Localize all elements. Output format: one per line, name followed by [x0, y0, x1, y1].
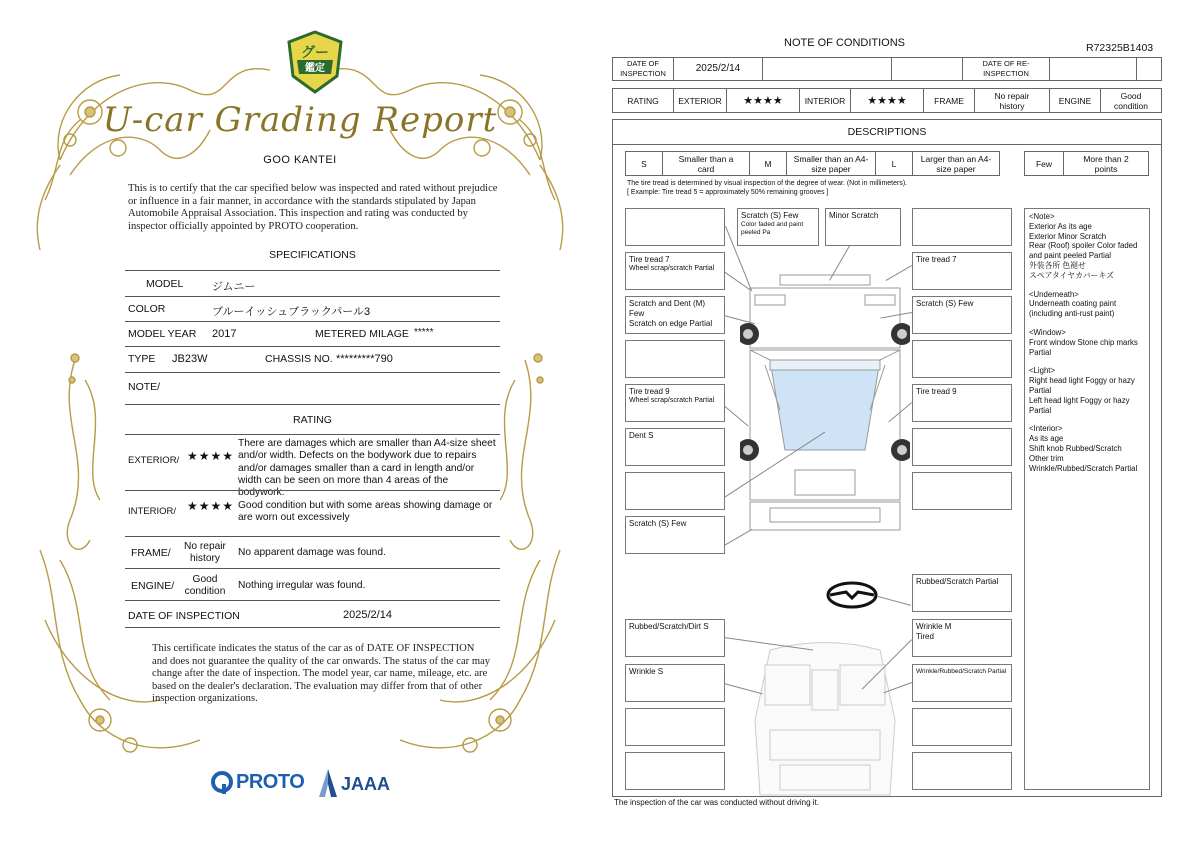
note-box-right-front-door — [912, 296, 1012, 334]
divider — [125, 296, 500, 297]
tread-note-1: The tire tread is determined by visual inspection of the degree of wear. (Not in millimeters). — [627, 180, 908, 187]
exterior-label: EXTERIOR/ — [128, 455, 180, 466]
report-title: U-car Grading Report — [102, 100, 498, 140]
note-subtext: Wheel scrap/scratch Partial — [629, 265, 715, 272]
note-box-front-center — [825, 208, 901, 246]
proto-logo-text: PROTO — [236, 771, 305, 793]
exterior-label: EXTERIOR — [673, 88, 727, 113]
interior-label: INTERIOR — [799, 88, 851, 113]
note-box-door-trim — [912, 664, 1012, 702]
divider — [125, 270, 500, 271]
note-text: Wrinkle M — [916, 622, 952, 631]
interior-stars: ★★★★ — [850, 88, 924, 113]
legend-l-description: Larger than an A4-size paper — [912, 151, 1000, 176]
divider — [125, 372, 500, 373]
note-box-empty — [625, 340, 725, 378]
note-box-empty — [912, 340, 1012, 378]
side-note-line: <Underneath> — [1029, 289, 1079, 299]
side-note-line: <Light> — [1029, 366, 1056, 376]
model-label: MODEL — [146, 278, 184, 290]
side-note-line: <Interior> — [1029, 424, 1063, 434]
note-text: Scratch and Dent (M) Few — [629, 299, 706, 318]
certification-text: This is to certify that the car specified below was inspected and rated without prejudice or influence in a fair manner, in accordance with the standards stipulated by Japan Automobile Appraisal Association. This inspection and rating was conducted by inspector officially appointed by PROTO cooperation. — [128, 183, 498, 232]
note-box-empty — [625, 472, 725, 510]
side-note-line: Underneath coating paint (including anti-rust paint) — [1029, 299, 1117, 319]
empty-cell — [1136, 57, 1162, 81]
chassis-no-label: CHASSIS NO. — [265, 353, 333, 365]
empty-cell — [891, 57, 963, 81]
note-box-empty — [625, 752, 725, 790]
note-box-empty — [912, 208, 1012, 246]
side-note-line: Front window Stone chip marks Partial — [1029, 337, 1138, 357]
legend-few-description: More than 2 points — [1063, 151, 1149, 176]
note-of-conditions-sheet — [600, 0, 1200, 848]
note-text: Scratch (S) Few — [916, 299, 974, 308]
jaaa-logo-text: JAAA — [341, 774, 391, 794]
divider — [125, 568, 500, 569]
note-box-front-left — [737, 208, 819, 246]
side-note-line: Wrinkle/Rubbed/Scratch Partial — [1029, 463, 1138, 473]
date-of-inspection-value: 2025/2/14 — [673, 57, 763, 81]
rating-heading: RATING — [293, 414, 332, 426]
metered-milage-value: ***** — [414, 327, 434, 338]
empty-cell — [762, 57, 892, 81]
divider — [125, 346, 500, 347]
note-box-empty — [625, 708, 725, 746]
color-value: ブルーイッシュブラックパール3 — [212, 306, 371, 318]
type-value: JB23W — [172, 353, 208, 365]
certificate-footnote: This certificate indicates the status of the car as of DATE OF INSPECTION and does not guarantee the quality of the car onwards. The status of the car may change after the date of inspection. The model year, car name, mileage, etc. are based on the dealer's declaration. The evaluation may differ from that of other inspection organizations. — [152, 643, 491, 705]
side-notes-panel — [1024, 208, 1150, 790]
model-year-value: 2017 — [212, 328, 237, 340]
chassis-no-value: *********790 — [336, 353, 393, 365]
note-text: Minor Scratch — [829, 211, 879, 220]
date-of-inspection-label: DATE OF INSPECTION — [128, 610, 240, 622]
side-note-line: Exterior Minor Scratch — [1029, 231, 1107, 241]
side-note-line: As its age — [1029, 434, 1064, 444]
report-subtitle: GOO KANTEI — [263, 154, 337, 166]
note-box-rear-right-tire — [912, 384, 1012, 422]
rating-label: RATING — [612, 88, 674, 113]
note-text: Tire tread 9 — [916, 387, 957, 396]
note-box-rear-left-tire — [625, 384, 725, 422]
side-note-line — [1029, 281, 1145, 290]
divider — [125, 627, 500, 628]
note-subtext: Color faded and paint peeled Pa — [741, 221, 804, 236]
side-note-line: <Note> — [1029, 212, 1055, 221]
note-text: Tire tread 9 — [629, 387, 670, 396]
divider — [125, 536, 500, 537]
note-text: Scratch (S) Few — [741, 211, 799, 220]
frame-label: FRAME — [923, 88, 975, 113]
note-box-front-left-tire — [625, 252, 725, 290]
note-text: Wrinkle S — [629, 667, 664, 676]
side-note-line: <Window> — [1029, 327, 1066, 337]
side-note-line — [1029, 319, 1145, 328]
legend-s: S — [625, 151, 663, 176]
note-box-left-front-door — [625, 296, 725, 334]
note-box-driver-seat — [912, 619, 1012, 657]
date-of-inspection-label: DATE OF INSPECTION — [612, 57, 674, 81]
note-text: Scratch (S) Few — [629, 519, 687, 528]
exterior-description: There are damages which are smaller than A4-size sheet and/or width. Defects on the bodywork due to repairs and/or damages smaller than a card in length and/or width can be seen on more than 4 areas of the bodywork. — [238, 438, 496, 499]
engine-description: Nothing irregular was found. — [238, 580, 366, 591]
frame-description: No apparent damage was found. — [238, 547, 386, 558]
note-box-rear — [625, 516, 725, 554]
note-of-conditions-heading: NOTE OF CONDITIONS — [784, 37, 905, 49]
note-text: Tire tread 7 — [916, 255, 957, 264]
note-text: Rubbed/Scratch/Dirt S — [629, 622, 709, 631]
engine-value: Good condition — [1100, 88, 1162, 113]
descriptions-heading: DESCRIPTIONS — [612, 119, 1162, 145]
date-of-re-inspection-label: DATE OF RE-INSPECTION — [962, 57, 1050, 81]
divider — [125, 321, 500, 322]
note-box-left-rear — [625, 428, 725, 466]
side-note-line: Exterior As its age — [1029, 221, 1092, 231]
goo-kantei-badge-icon — [287, 30, 343, 94]
side-note-line — [1029, 357, 1145, 366]
frame-value: No repair history — [974, 88, 1050, 113]
note-box-front-right-tire — [912, 252, 1012, 290]
jaaa-logo-icon — [318, 768, 338, 798]
side-note-line: Shift knob Rubbed/Scratch — [1029, 443, 1122, 453]
side-note-line: スペアタイヤカバーキズ — [1029, 270, 1114, 280]
legend-few: Few — [1024, 151, 1064, 176]
side-note-line: Other trim — [1029, 453, 1064, 463]
note-text: Rubbed/Scratch Partial — [916, 577, 999, 586]
engine-value: Good condition — [184, 574, 226, 598]
exterior-stars: ★★★★ — [187, 449, 235, 463]
inspection-footer: The inspection of the car was conducted without driving it. — [614, 798, 819, 807]
legend-l: L — [875, 151, 913, 176]
note-subtext: Wheel scrap/scratch Partial — [629, 397, 715, 404]
model-value: ジムニー — [212, 281, 256, 293]
color-label: COLOR — [128, 303, 166, 315]
tread-note-2: [ Example: Tire tread 5 = approximately 50% remaining grooves ] — [627, 189, 829, 196]
interior-label: INTERIOR/ — [128, 506, 177, 517]
note-box-empty — [625, 208, 725, 246]
note-subtext: Scratch on edge Partial — [629, 319, 713, 328]
type-label: TYPE — [128, 353, 156, 365]
side-note-line: 外装各所 色褪せ — [1029, 260, 1086, 270]
divider — [125, 490, 500, 491]
note-label: NOTE/ — [128, 381, 161, 393]
note-text: Wrinkle/Rubbed/Scratch Partial — [916, 668, 1007, 675]
note-box-empty — [912, 472, 1012, 510]
svg-text:グー: グー — [301, 45, 329, 61]
legend-m-description: Smaller than an A4-size paper — [786, 151, 876, 176]
car-interior-diagram — [750, 640, 900, 800]
engine-label: ENGINE — [1049, 88, 1101, 113]
steering-wheel-icon — [826, 580, 878, 610]
side-note-line: Rear (Roof) spoiler Color faded and paint peeled Partial — [1029, 241, 1138, 261]
specifications-heading: SPECIFICATIONS — [269, 249, 356, 261]
date-of-re-inspection-value — [1049, 57, 1137, 81]
note-box-dashboard — [625, 619, 725, 657]
note-box-steering — [912, 574, 1012, 612]
report-number: R72325B1403 — [1086, 42, 1154, 54]
car-top-view-diagram — [740, 270, 910, 540]
note-box-empty — [912, 428, 1012, 466]
interior-description: Good condition but with some areas showing damage or are worn out excessively — [238, 500, 493, 524]
divider — [125, 404, 500, 405]
note-subtext: Tired — [916, 632, 934, 641]
svg-text:鑑定: 鑑定 — [305, 63, 325, 74]
note-box-empty — [912, 708, 1012, 746]
note-box-empty — [912, 752, 1012, 790]
engine-label: ENGINE/ — [131, 580, 175, 592]
frame-value: No repair history — [184, 541, 226, 565]
model-year-label: MODEL YEAR — [128, 328, 197, 340]
interior-stars: ★★★★ — [187, 499, 235, 513]
legend-s-description: Smaller than a card — [662, 151, 750, 176]
frame-label: FRAME/ — [131, 547, 171, 559]
note-text: Dent S — [629, 431, 654, 440]
proto-logo-icon — [210, 770, 234, 796]
date-of-inspection-value: 2025/2/14 — [343, 609, 392, 621]
side-note-line — [1029, 415, 1145, 424]
note-box-passenger-seat — [625, 664, 725, 702]
metered-milage-label: METERED MILAGE — [315, 328, 409, 340]
legend-m: M — [749, 151, 787, 176]
side-note-line: Right head light Foggy or hazy Partial — [1029, 376, 1135, 395]
divider — [125, 434, 500, 435]
note-text: Tire tread 7 — [629, 255, 670, 264]
side-note-line: Left head light Foggy or hazy Partial — [1029, 395, 1130, 415]
divider — [125, 600, 500, 601]
exterior-stars: ★★★★ — [726, 88, 800, 113]
